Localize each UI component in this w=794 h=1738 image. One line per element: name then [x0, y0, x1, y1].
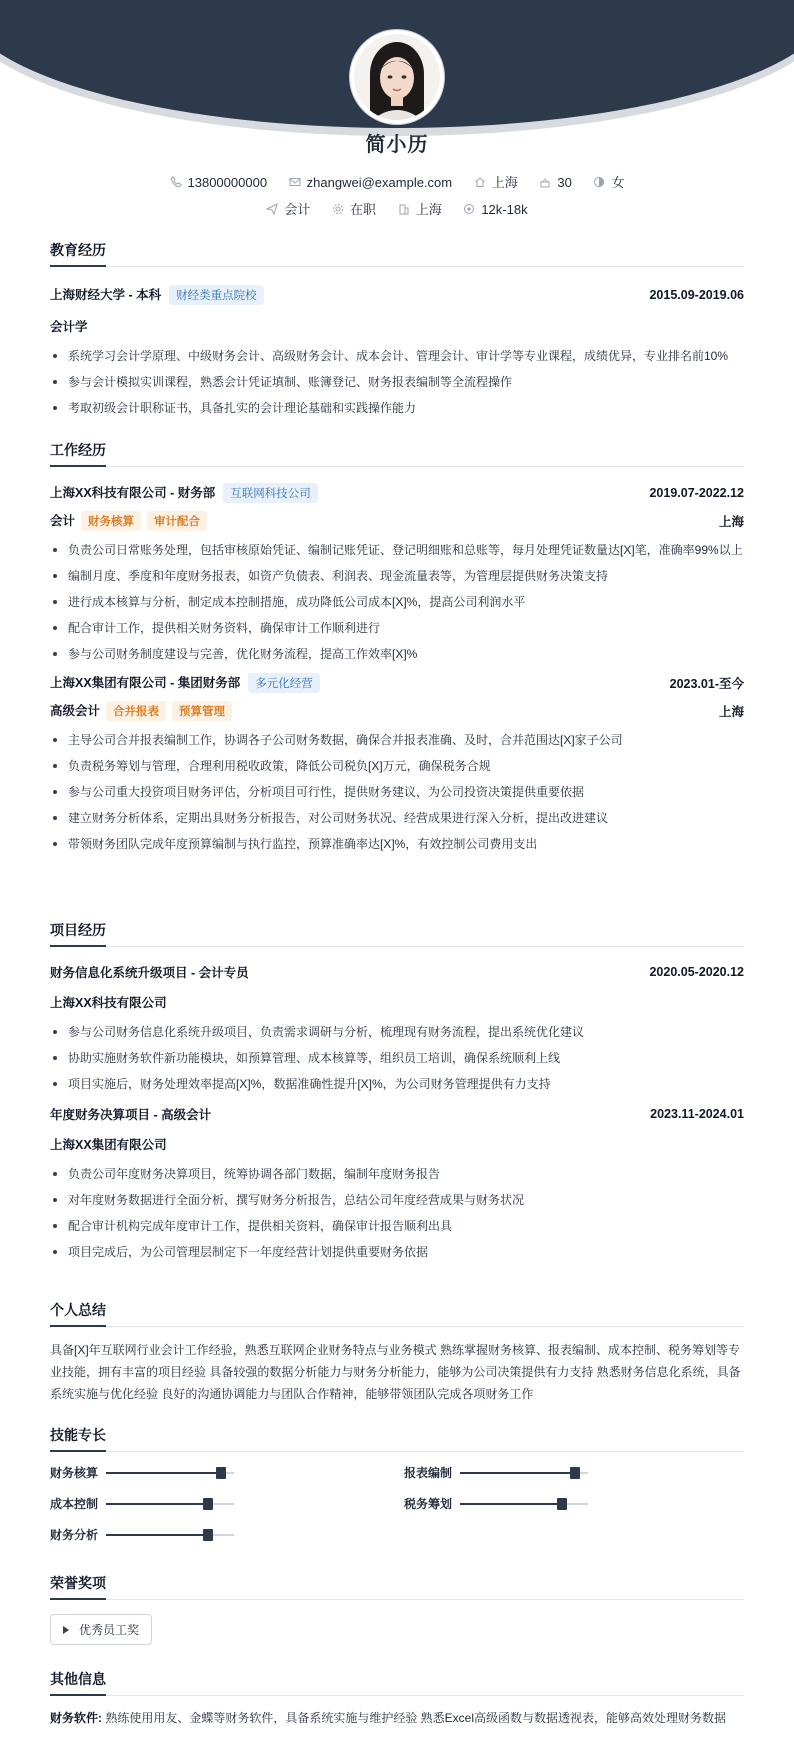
award-name: 优秀员工奖 — [79, 1623, 140, 1637]
skill-name: 财务分析 — [50, 1528, 99, 1542]
school-name: 上海财经大学 - 本科 — [50, 288, 162, 302]
skill-fill — [106, 1472, 221, 1474]
list-item: 主导公司合并报表编制工作，协调各子公司财务数据，确保合并报表准确、及时，合并范围达[X]家子公司 — [50, 731, 744, 749]
project-duties — [50, 1165, 744, 1261]
projects-section — [50, 920, 744, 1300]
skill-fill — [106, 1534, 208, 1536]
cake-icon — [539, 176, 551, 188]
position-item: 会计 — [266, 199, 310, 218]
section-title: 个人总结 — [50, 1300, 744, 1327]
gender-icon — [593, 176, 605, 188]
intent-city-item: 上海 — [398, 199, 442, 218]
intent-row — [0, 199, 794, 218]
project-company: 上海XX集团有限公司 — [50, 1138, 167, 1152]
list-item: 负责公司年度财务决算项目，统筹协调各部门数据，编制年度财务报告 — [50, 1165, 744, 1183]
skills-grid — [50, 1464, 744, 1543]
status-item: 在职 — [332, 199, 376, 218]
skill-item — [50, 1464, 404, 1481]
skill-knob — [570, 1467, 580, 1479]
gear-icon — [332, 203, 344, 215]
awards-section — [50, 1573, 744, 1669]
other-info — [50, 1708, 744, 1728]
project-name: 年度财务决算项目 - 高级会计 — [50, 1108, 212, 1122]
award-badge — [50, 1614, 152, 1645]
school-tag: 财经类重点院校 — [169, 285, 264, 305]
job-entry — [50, 483, 744, 663]
list-item: 对年度财务数据进行全面分析，撰写财务分析报告，总结公司年度经营成果与财务状况 — [50, 1191, 744, 1209]
other-section — [50, 1669, 744, 1728]
project-name: 财务信息化系统升级项目 - 会计专员 — [50, 966, 249, 980]
skill-tag: 预算管理 — [172, 701, 232, 721]
gender-item: 女 — [593, 172, 624, 191]
triangle-icon — [63, 1626, 69, 1634]
job-city: 上海 — [718, 515, 744, 529]
list-item: 参与公司重大投资项目财务评估，分析项目可行性，提供财务建议，为公司投资决策提供重要依据 — [50, 783, 744, 801]
building-icon — [398, 203, 410, 215]
company-tag: 多元化经营 — [248, 673, 320, 693]
list-item: 项目实施后，财务处理效率提高[X]%，数据准确性提升[X]%，为公司财务管理提供有力支持 — [50, 1075, 744, 1093]
section-title: 荣誉奖项 — [50, 1573, 744, 1600]
email-item: zhangwei@example.com — [289, 175, 452, 190]
education-section — [50, 240, 744, 440]
skill-item — [50, 1495, 404, 1512]
phone-icon — [170, 176, 182, 188]
job-period: 2019.07-2022.12 — [649, 486, 744, 500]
project-company: 上海XX科技有限公司 — [50, 996, 167, 1010]
project-header — [50, 1105, 744, 1123]
skill-name: 财务核算 — [50, 1466, 99, 1480]
skill-tag: 财务核算 — [81, 511, 141, 531]
list-item: 负责公司日常账务处理，包括审核原始凭证、编制记账凭证、登记明细账和总账等，每月处理凭证数量达[X]笔，准确率99%以上 — [50, 541, 744, 559]
skill-knob — [216, 1467, 226, 1479]
section-title: 教育经历 — [50, 240, 744, 267]
skill-tag: 审计配合 — [147, 511, 207, 531]
city-item: 上海 — [474, 172, 518, 191]
skill-tag: 合并报表 — [106, 701, 166, 721]
summary-text: 具备[X]年互联网行业会计工作经验，熟悉互联网企业财务特点与业务模式 熟练掌握财务核算、报表编制、成本控制、税务筹划等专业技能，拥有丰富的项目经验 具备较强的数据分析能力与财务分析能力，能够为公司决策提供有力支持 熟悉财务信息化系统，具备系统实施与优化经验 良好的沟通协调能力与团队合作精神，能够带领团队完成各项财务工作 — [50, 1343, 741, 1401]
company-tag: 互联网科技公司 — [223, 483, 318, 503]
project-entry — [50, 1105, 744, 1261]
project-header — [50, 963, 744, 981]
job-role-row — [50, 511, 744, 531]
home-icon — [474, 176, 486, 188]
job-header — [50, 483, 744, 503]
job-city: 上海 — [718, 705, 744, 719]
summary-section — [50, 1300, 744, 1425]
project-period: 2023.11-2024.01 — [650, 1107, 744, 1121]
mail-icon — [289, 176, 301, 188]
skill-fill — [460, 1503, 562, 1505]
section-title: 工作经历 — [50, 440, 744, 467]
send-icon — [266, 203, 278, 215]
contact-row — [0, 172, 794, 191]
skill-knob — [203, 1498, 213, 1510]
age-item: 30 — [539, 175, 571, 190]
skill-fill — [460, 1472, 575, 1474]
work-section — [50, 440, 744, 920]
education-header — [50, 285, 744, 305]
phone-item: 13800000000 — [170, 175, 268, 190]
section-title: 其他信息 — [50, 1669, 744, 1696]
project-entry — [50, 963, 744, 1093]
list-item: 参与公司财务信息化系统升级项目，负责需求调研与分析，梳理现有财务流程，提出系统优化建议 — [50, 1023, 744, 1041]
education-period: 2015.09-2019.06 — [649, 288, 744, 302]
job-period: 2023.01-至今 — [669, 677, 744, 691]
skill-bar — [106, 1503, 234, 1505]
other-text: 熟练使用用友、金蝶等财务软件，具备系统实施与维护经验 熟悉Excel高级函数与数据透视表，能够高效处理财务数据 — [105, 1711, 727, 1725]
list-item: 编制月度、季度和年度财务报表，如资产负债表、利润表、现金流量表等，为管理层提供财务决策支持 — [50, 567, 744, 585]
list-item: 建立财务分析体系，定期出具财务分析报告，对公司财务状况、经营成果进行深入分析，提出改进建议 — [50, 809, 744, 827]
list-item: 配合审计机构完成年度审计工作，提供相关资料，确保审计报告顺利出具 — [50, 1217, 744, 1235]
skill-fill — [106, 1503, 208, 1505]
list-item: 进行成本核算与分析，制定成本控制措施，成功降低公司成本[X]%，提高公司利润水平 — [50, 593, 744, 611]
major: 会计学 — [50, 320, 88, 334]
job-role-row — [50, 701, 744, 721]
company-name: 上海XX科技有限公司 - 财务部 — [50, 486, 216, 500]
section-title: 技能专长 — [50, 1425, 744, 1452]
salary-item: 12k-18k — [463, 202, 527, 217]
skill-knob — [203, 1529, 213, 1541]
job-entry — [50, 673, 744, 853]
skill-bar — [106, 1534, 234, 1536]
list-item: 参与会计模拟实训课程，熟悉会计凭证填制、账簿登记、财务报表编制等全流程操作 — [50, 373, 744, 391]
skill-item — [50, 1526, 404, 1543]
education-list — [50, 347, 744, 417]
list-item: 配合审计工作，提供相关财务资料，确保审计工作顺利进行 — [50, 619, 744, 637]
list-item: 带领财务团队完成年度预算编制与执行监控，预算准确率达[X]%，有效控制公司费用支出 — [50, 835, 744, 853]
list-item: 负责税务筹划与管理，合理利用税收政策，降低公司税负[X]万元，确保税务合规 — [50, 757, 744, 775]
job-role: 会计 — [50, 514, 76, 528]
skill-name: 税务筹划 — [404, 1497, 453, 1511]
skill-bar — [106, 1472, 234, 1474]
list-item: 系统学习会计学原理、中级财务会计、高级财务会计、成本会计、管理会计、审计学等专业课程，成绩优异，专业排名前10% — [50, 347, 744, 365]
skill-bar — [460, 1503, 588, 1505]
job-duties — [50, 731, 744, 853]
list-item: 考取初级会计职称证书，具备扎实的会计理论基础和实践操作能力 — [50, 399, 744, 417]
project-period: 2020.05-2020.12 — [649, 965, 744, 979]
job-duties — [50, 541, 744, 663]
list-item: 参与公司财务制度建设与完善，优化财务流程，提高工作效率[X]% — [50, 645, 744, 663]
skill-knob — [557, 1498, 567, 1510]
job-header — [50, 673, 744, 693]
project-duties — [50, 1023, 744, 1093]
other-label: 财务软件: — [50, 1711, 102, 1725]
skill-name: 成本控制 — [50, 1497, 99, 1511]
list-item: 项目完成后，为公司管理层制定下一年度经营计划提供重要财务依据 — [50, 1243, 744, 1261]
skill-item — [404, 1464, 744, 1481]
skills-section — [50, 1425, 744, 1573]
section-title: 项目经历 — [50, 920, 744, 947]
company-name: 上海XX集团有限公司 - 集团财务部 — [50, 676, 241, 690]
skill-name: 报表编制 — [404, 1466, 453, 1480]
skill-item — [404, 1495, 744, 1512]
resume-content — [50, 240, 744, 1728]
list-item: 协助实施财务软件新功能模块，如预算管理、成本核算等，组织员工培训，确保系统顺利上线 — [50, 1049, 744, 1067]
candidate-name: 简小历 — [365, 134, 429, 156]
skill-bar — [460, 1472, 588, 1474]
avatar — [350, 30, 444, 124]
coin-icon — [463, 203, 475, 215]
job-role: 高级会计 — [50, 704, 101, 718]
